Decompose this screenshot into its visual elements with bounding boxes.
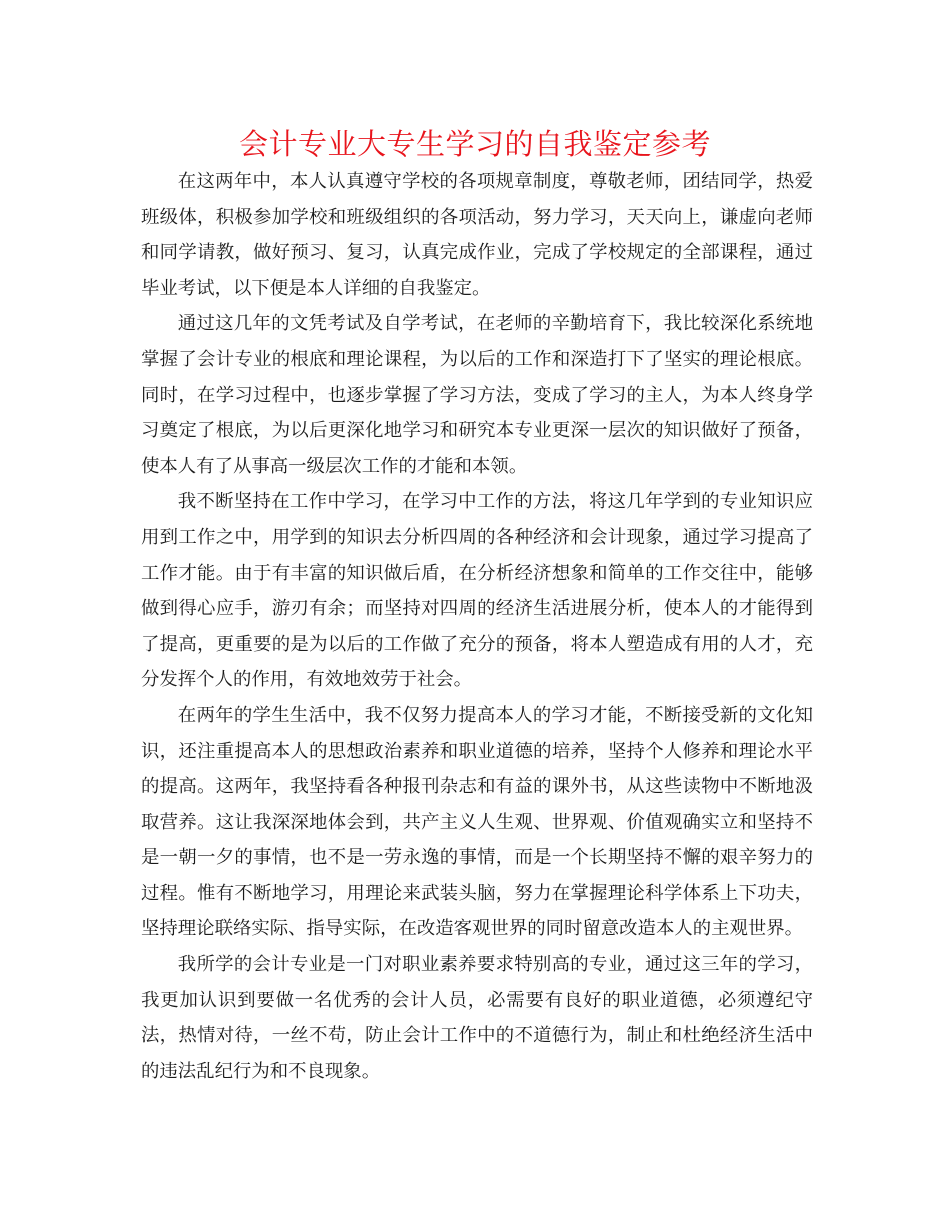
document-title: 会计专业大专生学习的自我鉴定参考 xyxy=(238,127,711,161)
paragraph: 在这两年中，本人认真遵守学校的各项规章制度，尊敬老师，团结同学，热爱班级体，积极参加学校和班级组织的各项活动，努力学习，天天向上，谦虚向老师和同学请教，做好预习、复习，认真完成作业，完成了学校规定的全部课程，通过毕业考试，以下便是本人详细的自我鉴定。 xyxy=(141,171,813,299)
paragraph: 我不断坚持在工作中学习，在学习中工作的方法，将这几年学到的专业知识应用到工作之中，用学到的知识去分析四周的各种经济和会计现象，通过学习提高了工作才能。由于有丰富的知识做后盾，在分析经济想象和简单的工作交往中，能够做到得心应手，游刃有余；而坚持对四周的经济生活进展分析，使本人的才能得到了提高，更重要的是为以后的工作做了充分的预备，将本人塑造成有用的人才，充分发挥个人的作用，有效地效劳于社会。 xyxy=(141,491,813,691)
paragraph: 我所学的会计专业是一门对职业素养要求特别高的专业，通过这三年的学习，我更加认识到要做一名优秀的会计人员，必需要有良好的职业道德，必须遵纪守法，热情对待，一丝不苟，防止会计工作中的不道德行为，制止和杜绝经济生活中的违法乱纪行为和不良现象。 xyxy=(141,954,813,1082)
paragraph: 通过这几年的文凭考试及自学考试，在老师的辛勤培育下，我比较深化系统地掌握了会计专业的根底和理论课程，为以后的工作和深造打下了坚实的理论根底。同时，在学习过程中，也逐步掌握了学习方法，变成了学习的主人，为本人终身学习奠定了根底，为以后更深化地学习和研究本专业更深一层次的知识做好了预备，使本人有了从事高一级层次工作的才能和本领。 xyxy=(141,313,813,477)
document-body xyxy=(141,164,813,1089)
paragraph: 在两年的学生生活中，我不仅努力提高本人的学习才能，不断接受新的文化知识，还注重提高本人的思想政治素养和职业道德的培养，坚持个人修养和理论水平的提高。这两年，我坚持看各种报刊杂志和有益的课外书，从这些读物中不断地汲取营养。这让我深深地体会到，共产主义人生观、世界观、价值观确实立和坚持不是一朝一夕的事情，也不是一劳永逸的事情，而是一个长期坚持不懈的艰辛努力的过程。惟有不断地学习，用理论来武装头脑，努力在掌握理论科学体系上下功夫，坚持理论联络实际、指导实际，在改造客观世界的同时留意改造本人的主观世界。 xyxy=(141,704,813,940)
